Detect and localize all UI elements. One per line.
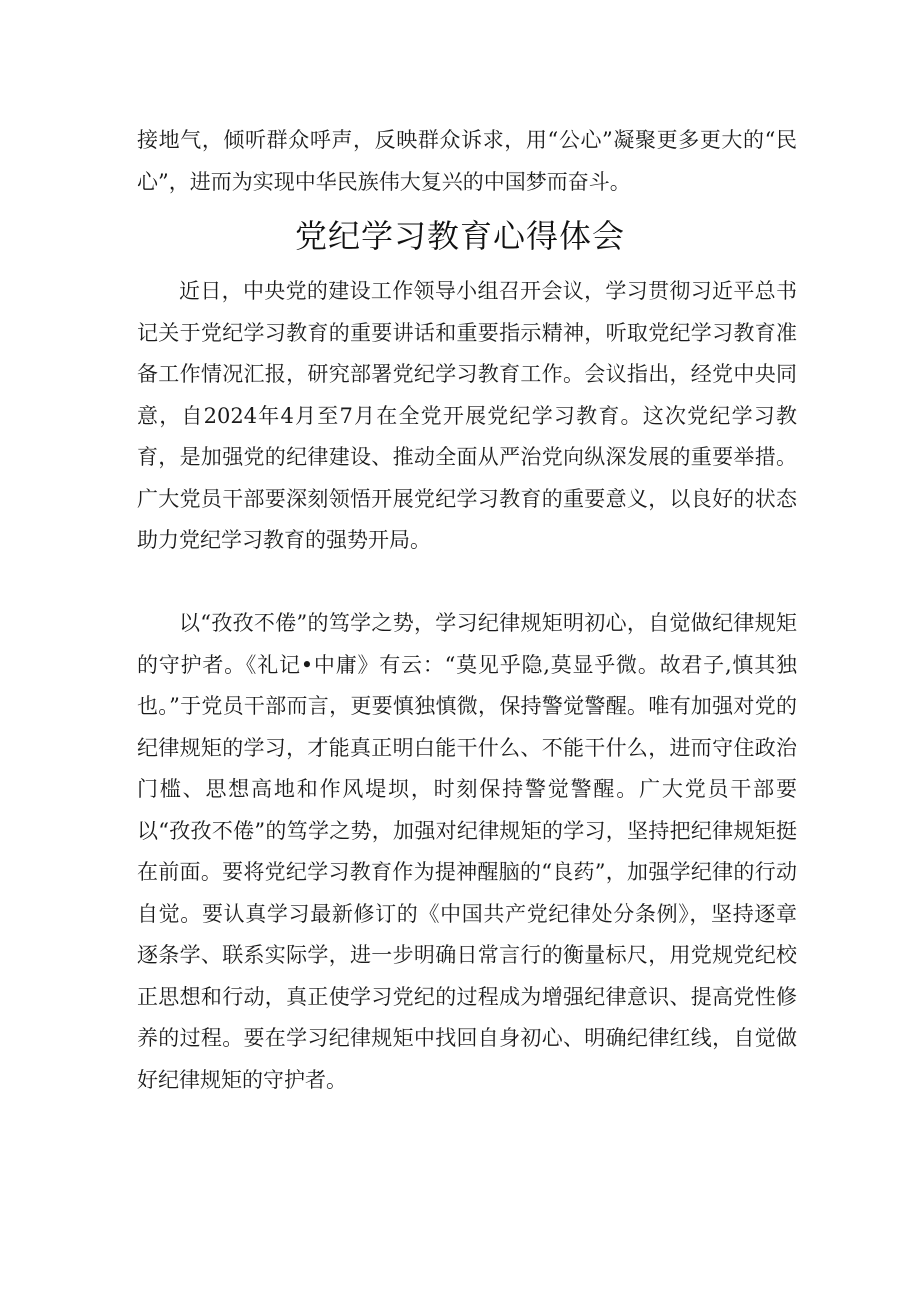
body-paragraph-2: 以“孜孜不倦”的笃学之势，学习纪律规矩明初心，自觉做纪律规矩的守护者。《礼记•中庸》有云：“莫见乎隐,莫显乎微。故君子,慎其独也。”于党员干部而言，更要慎独慎微，保持警觉警醒。唯有加强对党的纪律规矩的学习，才能真正明白能干什么、不能干什么，进而守住政治门槛、思想高地和作风堤坝，时刻保持警觉警醒。广大党员干部要以“孜孜不倦”的笃学之势，加强对纪律规矩的学习，坚持把纪律规矩挺在前面。要将党纪学习教育作为提神醒脑的“良药”，加强学纪律的行动自觉。要认真学习最新修订的《中国共产党纪律处分条例》，坚持逐章逐条学、联系实际学，进一步明确日常言行的衡量标尺，用党规党纪校正思想和行动，真正使学习党纪的过程成为增强纪律意识、提高党性修养的过程。要在学习纪律规矩中找回自身初心、明确纪律红线，自觉做好纪律规矩的守护者。: [137, 611, 797, 1092]
body-paragraph-1: 近日，中央党的建设工作领导小组召开会议，学习贯彻习近平总书记关于党纪学习教育的重要讲话和重要指示精神，听取党纪学习教育准备工作情况汇报，研究部署党纪学习教育工作。会议指出，经党中央同意，自2024年4月至7月在全党开展党纪学习教育。这次党纪学习教育，是加强党的纪律建设、推动全面从严治党向纵深发展的重要举措。广大党员干部要深刻领悟开展党纪学习教育的重要意义，以良好的状态助力党纪学习教育的强势开局。: [137, 279, 797, 552]
document-title: 党纪学习教育心得体会: [294, 217, 625, 255]
intro-paragraph: 接地气，倾听群众呼声，反映群众诉求，用“公心”凝聚更多更大的“民心”，进而为实现中华民族伟大复兴的中国梦而奋斗。: [137, 128, 797, 194]
